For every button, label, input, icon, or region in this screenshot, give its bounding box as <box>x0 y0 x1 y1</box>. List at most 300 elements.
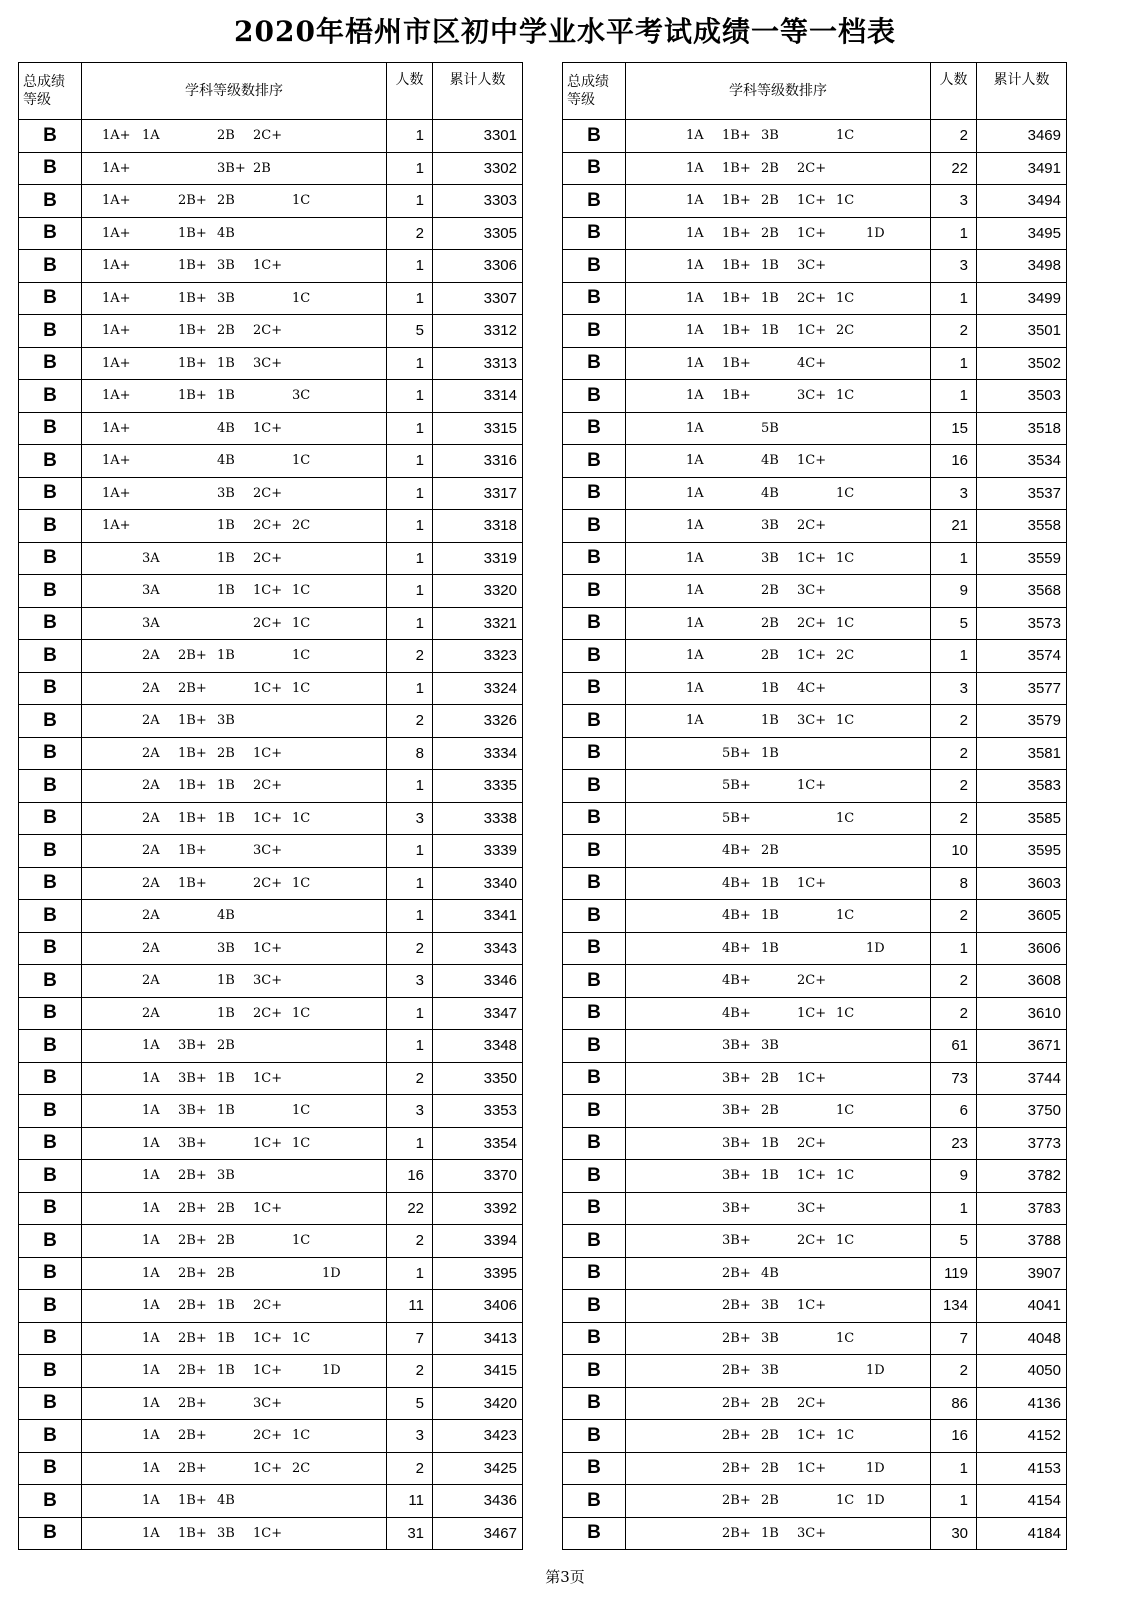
table-row <box>19 1127 523 1160</box>
count-cell: 2 <box>387 705 433 738</box>
cumulative-cell: 3573 <box>977 607 1067 640</box>
subject-levels-cell <box>626 152 931 185</box>
table-row <box>563 1485 1067 1518</box>
subject-level-token: 1C+ <box>253 1525 283 1541</box>
table-row <box>19 1452 523 1485</box>
table-row <box>563 1225 1067 1258</box>
subject-level-token: 1A <box>686 615 704 631</box>
subject-levels-cell <box>82 510 387 543</box>
cumulative-cell: 3303 <box>433 185 523 218</box>
subject-level-token: 1C+ <box>253 1460 283 1476</box>
grade-cell: B <box>563 152 626 185</box>
subject-level-token: 1A <box>686 453 704 468</box>
grade-cell: B <box>563 672 626 705</box>
table-row <box>19 185 523 218</box>
count-cell: 2 <box>387 217 433 250</box>
cumulative-cell: 3313 <box>433 347 523 380</box>
count-cell: 3 <box>931 672 977 705</box>
cumulative-cell: 3318 <box>433 510 523 543</box>
grade-cell: B <box>19 607 82 640</box>
subject-level-token: 1A <box>686 355 704 371</box>
grade-table-left <box>18 62 523 1550</box>
cumulative-cell: 4136 <box>977 1387 1067 1420</box>
table-row <box>19 900 523 933</box>
subject-levels-cell <box>82 250 387 283</box>
table-row <box>19 1257 523 1290</box>
grade-cell: B <box>19 1030 82 1063</box>
count-cell: 1 <box>387 575 433 608</box>
subject-levels-cell <box>82 152 387 185</box>
subject-level-token: 3C <box>292 388 311 403</box>
count-cell: 2 <box>931 737 977 770</box>
subject-levels-cell <box>82 932 387 965</box>
subject-level-token: 1A <box>686 485 704 501</box>
subject-level-token: 1A+ <box>102 453 131 468</box>
table-row <box>563 1420 1067 1453</box>
subject-level-token: 3B+ <box>178 1135 207 1151</box>
subject-level-token: 1A <box>142 1428 160 1443</box>
grade-cell: B <box>563 1257 626 1290</box>
subject-level-token: 2C+ <box>253 518 283 533</box>
grade-cell: B <box>19 477 82 510</box>
page-number: 第3页 <box>545 1568 585 1586</box>
subject-level-token: 4B+ <box>722 1005 751 1021</box>
subject-level-token: 2B <box>761 1103 779 1118</box>
subject-level-token: 1B <box>761 1168 779 1183</box>
subject-level-token: 2B <box>761 648 779 663</box>
subject-levels-cell <box>82 217 387 250</box>
table-row <box>563 1387 1067 1420</box>
subject-levels-cell <box>626 1387 931 1420</box>
subject-level-token: 2B <box>217 193 235 208</box>
subject-level-token: 1B+ <box>178 810 207 826</box>
grade-cell: B <box>19 1355 82 1388</box>
cumulative-cell: 3341 <box>433 900 523 933</box>
subject-level-token: 2C+ <box>253 323 283 338</box>
subject-level-token: 3C+ <box>797 1200 827 1216</box>
subject-level-token: 2B <box>217 128 235 143</box>
subject-level-token: 3A <box>142 615 160 631</box>
subject-level-token: 1B <box>217 550 235 566</box>
subject-levels-cell <box>626 997 931 1030</box>
grade-cell: B <box>19 932 82 965</box>
subject-level-token: 1C <box>292 1135 311 1151</box>
subject-level-token: 1C+ <box>253 680 283 696</box>
subject-level-token: 1C+ <box>253 1200 283 1216</box>
subject-level-token: 1A <box>142 1265 160 1281</box>
cumulative-cell: 3301 <box>433 120 523 153</box>
subject-level-token: 1A <box>142 128 160 143</box>
table-row <box>19 1420 523 1453</box>
table-row <box>19 575 523 608</box>
subject-level-token: 3C+ <box>253 843 283 858</box>
table-row <box>563 380 1067 413</box>
grade-cell: B <box>19 542 82 575</box>
subject-level-token: 1B <box>217 778 235 793</box>
table-row <box>563 1290 1067 1323</box>
subject-level-token: 4B <box>217 453 235 468</box>
table-row <box>19 1225 523 1258</box>
count-cell: 86 <box>931 1387 977 1420</box>
subject-level-token: 5B+ <box>722 778 751 793</box>
subject-levels-cell <box>626 1095 931 1128</box>
count-cell: 2 <box>387 1355 433 1388</box>
subject-levels-cell <box>626 185 931 218</box>
cumulative-cell: 3317 <box>433 477 523 510</box>
cumulative-cell: 3518 <box>977 412 1067 445</box>
table-row <box>563 412 1067 445</box>
table-row <box>19 737 523 770</box>
subject-level-token: 1B <box>217 1330 235 1346</box>
subject-level-token: 1A+ <box>102 485 131 501</box>
subject-level-token: 2B+ <box>722 1428 751 1443</box>
subject-level-token: 2B <box>761 1493 779 1508</box>
grade-cell: B <box>563 1062 626 1095</box>
subject-level-token: 1A+ <box>102 160 131 176</box>
cumulative-cell: 3499 <box>977 282 1067 315</box>
cumulative-cell: 3370 <box>433 1160 523 1193</box>
subject-level-token: 3B+ <box>217 160 246 176</box>
subject-level-token: 1D <box>866 940 885 956</box>
subject-level-token: 3B+ <box>722 1135 751 1151</box>
subject-level-token: 2B+ <box>178 1265 207 1281</box>
cumulative-cell: 3581 <box>977 737 1067 770</box>
subject-level-token: 1C <box>836 713 855 728</box>
count-cell: 1 <box>931 347 977 380</box>
grade-cell: B <box>19 510 82 543</box>
subject-level-token: 2B+ <box>178 1428 207 1443</box>
subject-level-token: 2B+ <box>178 1330 207 1346</box>
grade-cell: B <box>563 1160 626 1193</box>
table-row <box>19 835 523 868</box>
subject-level-token: 1B+ <box>178 745 207 761</box>
subject-level-token: 1A <box>686 680 704 696</box>
subject-level-token: 4C+ <box>797 680 827 696</box>
subject-level-token: 1C <box>836 290 855 306</box>
subject-levels-cell <box>82 770 387 803</box>
subject-level-token: 4B <box>217 1493 235 1508</box>
subject-levels-cell <box>82 737 387 770</box>
subject-levels-cell <box>626 1160 931 1193</box>
subject-levels-cell <box>626 1290 931 1323</box>
subject-level-token: 1D <box>322 1363 341 1378</box>
grade-cell: B <box>563 770 626 803</box>
count-cell: 8 <box>387 737 433 770</box>
count-cell: 2 <box>931 802 977 835</box>
count-cell: 1 <box>931 1192 977 1225</box>
subject-level-token: 1B <box>761 258 779 273</box>
subject-levels-cell <box>626 282 931 315</box>
subject-level-token: 1C <box>292 1103 311 1118</box>
subject-level-token: 1C <box>292 680 311 696</box>
grade-cell: B <box>563 1127 626 1160</box>
subject-level-token: 3B <box>761 128 779 143</box>
subject-level-token: 1C+ <box>253 745 283 761</box>
subject-level-token: 1C+ <box>797 1298 827 1313</box>
subject-levels-cell <box>626 900 931 933</box>
cumulative-cell: 3579 <box>977 705 1067 738</box>
cumulative-cell: 3406 <box>433 1290 523 1323</box>
table-row <box>563 607 1067 640</box>
count-cell: 8 <box>931 867 977 900</box>
subject-level-token: 2C <box>836 648 855 663</box>
subject-level-token: 4B <box>761 485 779 501</box>
subject-level-token: 1A <box>686 290 704 306</box>
subject-level-token: 1C <box>836 1103 855 1118</box>
cumulative-cell: 3503 <box>977 380 1067 413</box>
subject-levels-cell <box>626 867 931 900</box>
subject-level-token: 1C <box>292 453 311 468</box>
subject-levels-cell <box>626 412 931 445</box>
subject-levels-cell <box>626 1225 931 1258</box>
count-cell: 23 <box>931 1127 977 1160</box>
subject-levels-cell <box>82 1062 387 1095</box>
count-cell: 21 <box>931 510 977 543</box>
subject-level-token: 1B <box>217 1103 235 1118</box>
subject-level-token: 1B <box>761 908 779 923</box>
cumulative-cell: 3353 <box>433 1095 523 1128</box>
subject-levels-cell <box>626 477 931 510</box>
subject-level-token: 1B <box>217 1363 235 1378</box>
subject-level-token: 2B+ <box>722 1525 751 1541</box>
count-cell: 2 <box>931 997 977 1030</box>
grade-cell: B <box>19 120 82 153</box>
count-cell: 5 <box>387 315 433 348</box>
subject-levels-cell <box>626 542 931 575</box>
subject-level-token: 4B+ <box>722 940 751 956</box>
header-subjects: 学科等级数排序 <box>82 63 387 120</box>
subject-level-token: 3B <box>761 1298 779 1313</box>
subject-level-token: 3B <box>217 713 235 728</box>
subject-level-token: 1A <box>142 1168 160 1183</box>
count-cell: 3 <box>931 185 977 218</box>
grade-cell: B <box>19 1485 82 1518</box>
cumulative-cell: 3316 <box>433 445 523 478</box>
cumulative-cell: 3314 <box>433 380 523 413</box>
subject-levels-cell <box>82 1160 387 1193</box>
table-row <box>563 445 1067 478</box>
subject-levels-cell <box>82 1095 387 1128</box>
subject-levels-cell <box>626 217 931 250</box>
cumulative-cell: 3574 <box>977 640 1067 673</box>
subject-level-token: 1A <box>686 648 704 663</box>
subject-level-token: 1A+ <box>102 290 131 306</box>
subject-level-token: 3B <box>761 1363 779 1378</box>
subject-level-token: 1C+ <box>253 810 283 826</box>
subject-level-token: 1C+ <box>253 1135 283 1151</box>
table-row <box>19 1322 523 1355</box>
subject-levels-cell <box>82 1322 387 1355</box>
count-cell: 1 <box>931 1485 977 1518</box>
cumulative-cell: 3436 <box>433 1485 523 1518</box>
subject-level-token: 1C+ <box>797 550 827 566</box>
subject-level-token: 1B <box>217 810 235 826</box>
subject-level-token: 2C <box>292 1460 311 1476</box>
table-body-left <box>19 120 523 1550</box>
subject-levels-cell <box>626 1030 931 1063</box>
table-row <box>563 347 1067 380</box>
subject-level-token: 1B <box>217 1070 235 1086</box>
count-cell: 134 <box>931 1290 977 1323</box>
table-row <box>563 1452 1067 1485</box>
subject-levels-cell <box>82 997 387 1030</box>
cumulative-cell: 3340 <box>433 867 523 900</box>
count-cell: 1 <box>387 445 433 478</box>
table-row <box>19 1062 523 1095</box>
subject-level-token: 1A+ <box>102 258 131 273</box>
table-row <box>563 1192 1067 1225</box>
grade-cell: B <box>19 997 82 1030</box>
cumulative-cell: 3577 <box>977 672 1067 705</box>
subject-levels-cell <box>82 1290 387 1323</box>
table-row <box>563 1257 1067 1290</box>
cumulative-cell: 3585 <box>977 802 1067 835</box>
cumulative-cell: 3346 <box>433 965 523 998</box>
table-row <box>19 1517 523 1550</box>
subject-level-token: 1C <box>292 648 311 663</box>
subject-level-token: 2B+ <box>178 1395 207 1411</box>
subject-level-token: 2A <box>142 940 160 956</box>
grade-cell: B <box>563 900 626 933</box>
grade-cell: B <box>563 120 626 153</box>
cumulative-cell: 3606 <box>977 932 1067 965</box>
cumulative-cell: 3744 <box>977 1062 1067 1095</box>
cumulative-cell: 3788 <box>977 1225 1067 1258</box>
grade-cell: B <box>563 1452 626 1485</box>
cumulative-cell: 3335 <box>433 770 523 803</box>
subject-level-token: 1A <box>686 713 704 728</box>
subject-level-token: 3B+ <box>178 1103 207 1118</box>
grade-cell: B <box>563 1322 626 1355</box>
subject-levels-cell <box>82 120 387 153</box>
cumulative-cell: 3321 <box>433 607 523 640</box>
subject-levels-cell <box>82 1452 387 1485</box>
subject-level-token: 2B <box>761 193 779 208</box>
subject-levels-cell <box>626 1485 931 1518</box>
count-cell: 3 <box>931 250 977 283</box>
count-cell: 2 <box>931 315 977 348</box>
grade-cell: B <box>563 542 626 575</box>
subject-level-token: 1C+ <box>797 323 827 338</box>
grade-cell: B <box>563 250 626 283</box>
subject-levels-cell <box>626 770 931 803</box>
subject-levels-cell <box>82 835 387 868</box>
subject-level-token: 2C+ <box>797 973 827 988</box>
cumulative-cell: 3338 <box>433 802 523 835</box>
count-cell: 1 <box>387 867 433 900</box>
cumulative-cell: 3319 <box>433 542 523 575</box>
subject-level-token: 4B <box>217 908 235 923</box>
count-cell: 10 <box>931 835 977 868</box>
grade-cell: B <box>19 965 82 998</box>
subject-levels-cell <box>82 185 387 218</box>
cumulative-cell: 3420 <box>433 1387 523 1420</box>
subject-level-token: 1A+ <box>102 225 131 241</box>
subject-level-token: 1C <box>292 583 311 598</box>
subject-level-token: 1B+ <box>722 323 751 338</box>
subject-level-token: 3B <box>217 290 235 306</box>
grade-cell: B <box>563 185 626 218</box>
subject-level-token: 1A+ <box>102 128 131 143</box>
table-row <box>19 152 523 185</box>
subject-level-token: 3A <box>142 550 160 566</box>
cumulative-cell: 3307 <box>433 282 523 315</box>
subject-level-token: 2C+ <box>797 1233 827 1248</box>
count-cell: 61 <box>931 1030 977 1063</box>
subject-level-token: 4B <box>217 420 235 436</box>
count-cell: 5 <box>931 1225 977 1258</box>
grade-cell: B <box>19 152 82 185</box>
subject-level-token: 1B <box>217 1005 235 1021</box>
subject-level-token: 2B <box>253 160 271 176</box>
cumulative-cell: 3354 <box>433 1127 523 1160</box>
subject-level-token: 2B+ <box>722 1265 751 1281</box>
subject-levels-cell <box>82 1485 387 1518</box>
count-cell: 3 <box>387 965 433 998</box>
subject-level-token: 1C+ <box>253 420 283 436</box>
grade-cell: B <box>563 1290 626 1323</box>
subject-levels-cell <box>82 672 387 705</box>
subject-level-token: 1C+ <box>797 1428 827 1443</box>
subject-level-token: 2B <box>217 323 235 338</box>
subject-level-token: 1C+ <box>253 1330 283 1346</box>
table-row <box>19 315 523 348</box>
subject-level-token: 2C+ <box>253 1005 283 1021</box>
subject-level-token: 1A <box>142 1103 160 1118</box>
subject-level-token: 3B+ <box>722 1038 751 1053</box>
table-header-row <box>563 63 1067 120</box>
subject-level-token: 1D <box>322 1265 341 1281</box>
subject-level-token: 2A <box>142 648 160 663</box>
subject-level-token: 2C+ <box>253 1428 283 1443</box>
subject-level-token: 2B+ <box>722 1298 751 1313</box>
subject-level-token: 3B+ <box>178 1038 207 1053</box>
count-cell: 1 <box>387 347 433 380</box>
subject-level-token: 2A <box>142 680 160 696</box>
subject-level-token: 2B <box>761 1428 779 1443</box>
cumulative-cell: 3339 <box>433 835 523 868</box>
table-row <box>563 1355 1067 1388</box>
subject-level-token: 2B+ <box>722 1460 751 1476</box>
subject-level-token: 1B+ <box>178 323 207 338</box>
table-row <box>19 477 523 510</box>
subject-level-token: 1A <box>142 1460 160 1476</box>
grade-cell: B <box>19 380 82 413</box>
subject-level-token: 1B+ <box>178 225 207 241</box>
table-row <box>19 640 523 673</box>
count-cell: 7 <box>387 1322 433 1355</box>
subject-level-token: 1B <box>217 355 235 371</box>
subject-level-token: 5B <box>761 420 779 436</box>
subject-level-token: 1B <box>761 713 779 728</box>
count-cell: 1 <box>387 1127 433 1160</box>
subject-level-token: 2C+ <box>253 778 283 793</box>
count-cell: 119 <box>931 1257 977 1290</box>
subject-level-token: 4C+ <box>797 355 827 371</box>
subject-level-token: 1B <box>217 518 235 533</box>
subject-level-token: 1A <box>686 160 704 176</box>
cumulative-cell: 3494 <box>977 185 1067 218</box>
subject-level-token: 1B <box>217 1298 235 1313</box>
subject-levels-cell <box>82 1030 387 1063</box>
cumulative-cell: 4048 <box>977 1322 1067 1355</box>
subject-level-token: 1B+ <box>178 1525 207 1541</box>
subject-level-token: 3C+ <box>253 355 283 371</box>
subject-level-token: 1B+ <box>178 290 207 306</box>
subject-level-token: 3B+ <box>722 1200 751 1216</box>
subject-level-token: 2B+ <box>178 1460 207 1476</box>
subject-level-token: 3B+ <box>722 1168 751 1183</box>
